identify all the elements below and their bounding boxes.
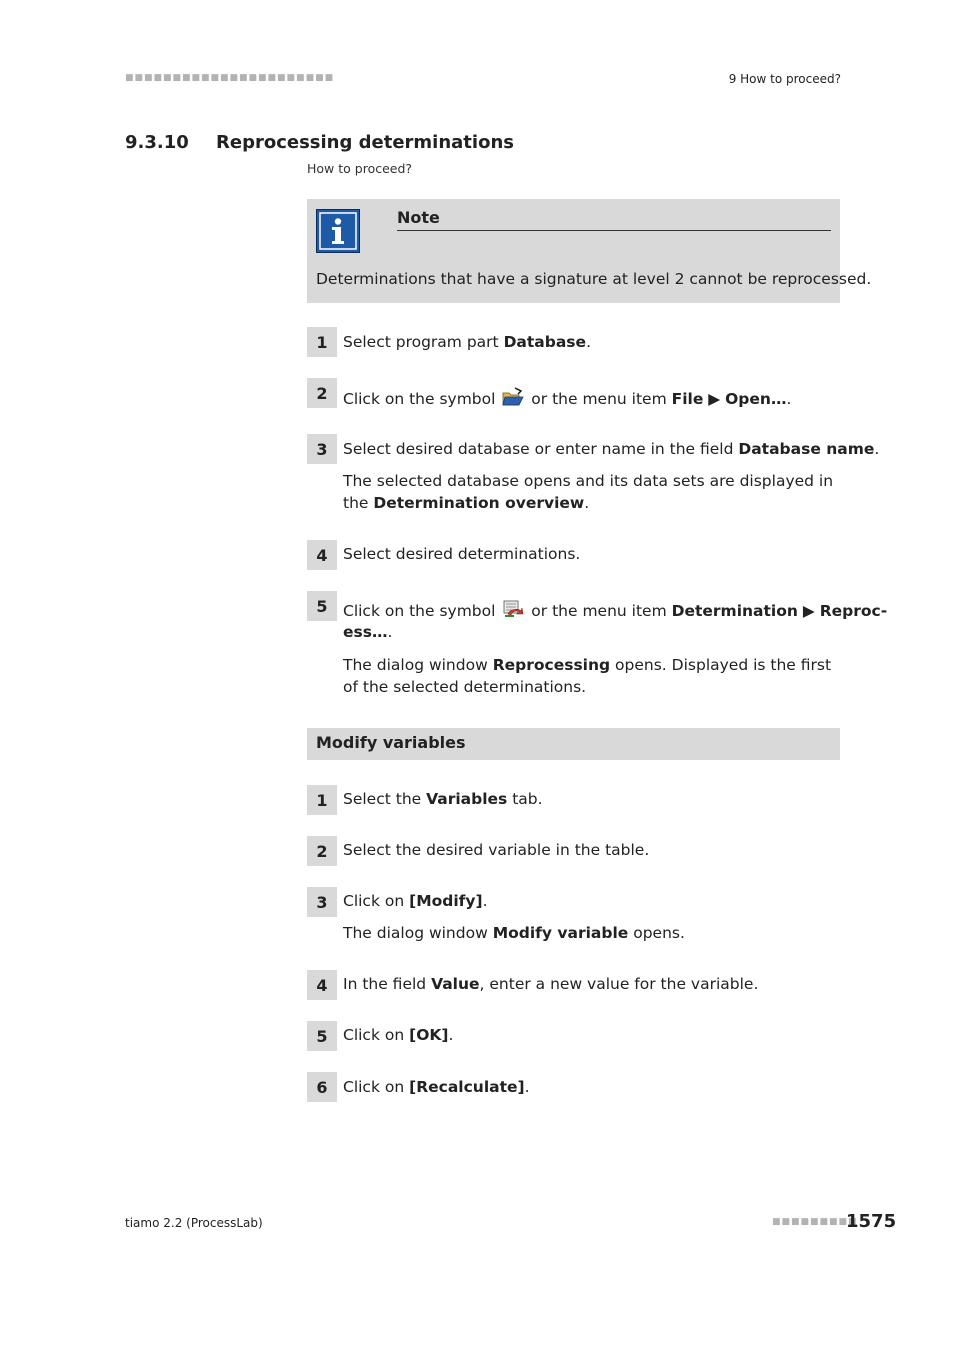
open-folder-icon [502, 387, 524, 407]
step-text: Select the desired variable in the table. [343, 841, 650, 859]
step-result: The dialog window Reprocessing opens. Displayed is the first of the selected determinations. [343, 656, 832, 696]
page-number: 1575 [846, 1211, 897, 1232]
section-title: Reprocessing determinations [216, 132, 514, 153]
step-text: Click on the symbol or the menu item File ▶ Open…. [343, 387, 791, 410]
footer-product: tiamo 2.2 (ProcessLab) [125, 1216, 263, 1230]
chapter-title: 9 How to proceed? [728, 72, 841, 86]
step-text: Click on the symbol or the menu item Determination ▶ Reproc- [343, 599, 887, 622]
step-text: Click on [Modify]. [343, 892, 488, 910]
step-number: 6 [307, 1072, 337, 1102]
step-number: 2 [307, 836, 337, 866]
info-icon [316, 209, 360, 253]
footer-decoration: ■■■■■■■■■ [772, 1217, 858, 1227]
step-number: 3 [307, 887, 337, 917]
step-text: Select program part Database. [343, 333, 591, 351]
step-text: In the field Value, enter a new value for the variable. [343, 975, 759, 993]
step-number: 1 [307, 785, 337, 815]
modify-variables-header: Modify variables [307, 728, 840, 760]
note-title: Note [397, 208, 440, 227]
note-box [307, 199, 872, 303]
step-number: 3 [307, 434, 337, 464]
note-text: Determinations that have a signature at level 2 cannot be reprocessed. [316, 270, 872, 288]
step-result: The selected database opens and its data sets are displayed in the Determination overview. [343, 472, 834, 512]
note-divider [397, 230, 831, 231]
section-subtitle: How to proceed? [307, 161, 413, 176]
step-number: 4 [307, 540, 337, 570]
step-number: 4 [307, 970, 337, 1000]
step-text: Click on [Recalculate]. [343, 1078, 530, 1096]
step-number: 2 [307, 378, 337, 408]
step-result: The dialog window Modify variable opens. [343, 924, 685, 942]
step-number: 5 [307, 591, 337, 621]
header-decoration: ■■■■■■■■■■■■■■■■■■■■■■ [125, 73, 335, 83]
reprocess-icon [502, 599, 524, 619]
section-number: 9.3.10 [125, 132, 189, 153]
step-text: Click on [OK]. [343, 1026, 454, 1044]
step-text-continuation: ess…. [343, 623, 393, 641]
step-number: 5 [307, 1021, 337, 1051]
step-text: Select desired database or enter name in the field Database name. [343, 440, 880, 458]
step-number: 1 [307, 327, 337, 357]
step-text: Select desired determinations. [343, 545, 581, 563]
step-text: Select the Variables tab. [343, 790, 543, 808]
